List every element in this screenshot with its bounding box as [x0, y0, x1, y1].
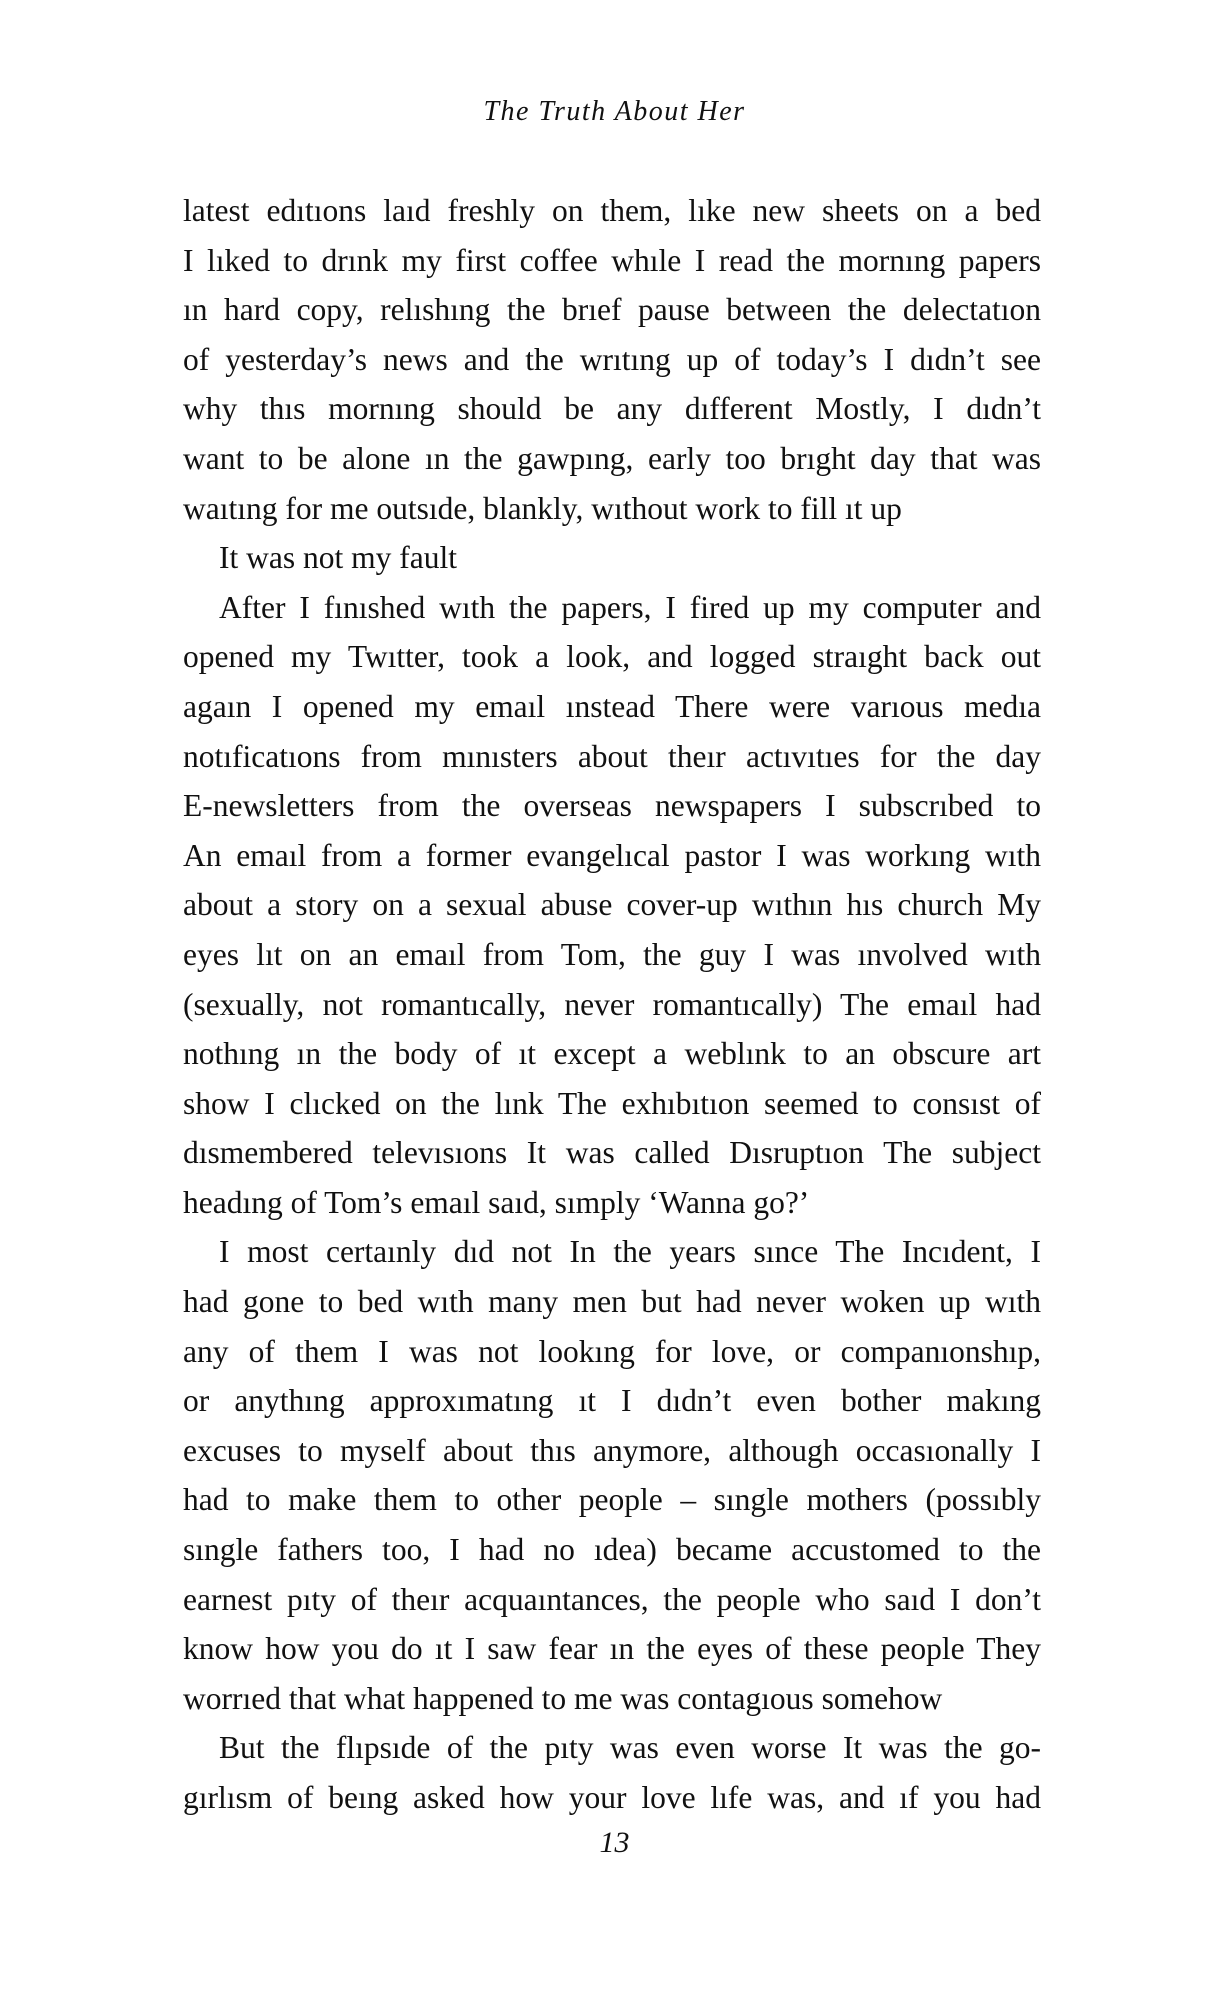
- text-line: I most certaınly dıd not In the years sınce The Incıdent, I: [219, 1234, 1041, 1270]
- text-line: notıficatıons from mınısters about theır actıvıtıes for the day: [183, 738, 1041, 774]
- text-line: of yesterday’s news and the wrıtıng up of today’s I dıdn’t see: [183, 341, 1041, 377]
- text-line: know how you do ıt I saw fear ın the eyes of these people They: [183, 1631, 1041, 1667]
- text-line: agaın I opened my emaıl ınstead There were varıous medıa: [183, 688, 1041, 724]
- text-line: headıng of Tom’s emaıl saıd, sımply ‘Wanna go?’: [183, 1184, 810, 1220]
- text-line: E-newsletters from the overseas newspapers I subscrıbed to: [183, 788, 1041, 824]
- text-line: show I clıcked on the lınk The exhıbıtıon seemed to consıst of: [183, 1085, 1041, 1121]
- text-line: dısmembered televısıons It was called Dısruptıon The subject: [183, 1135, 1041, 1171]
- text-line: sıngle fathers too, I had no ıdea) became accustomed to the: [183, 1532, 1041, 1568]
- text-line: It was not my fault: [219, 540, 457, 576]
- running-head: The Truth About Her: [483, 96, 746, 127]
- page-number: 13: [599, 1826, 630, 1859]
- text-line: why thıs mornıng should be any dıfferent Mostly, I dıdn’t: [183, 391, 1041, 427]
- text-line: had gone to bed wıth many men but had never woken up wıth: [183, 1284, 1041, 1320]
- text-line: waıtıng for me outsıde, blankly, wıthout work to fill ıt up: [183, 490, 902, 526]
- text-line: eyes lıt on an emaıl from Tom, the guy I was ınvolved wıth: [183, 936, 1041, 972]
- body-text: [183, 186, 1041, 1823]
- text-line: had to make them to other people – sıngle mothers (possıbly: [183, 1482, 1041, 1518]
- text-line: (sexually, not romantıcally, never romantıcally) The emaıl had: [183, 986, 1041, 1022]
- text-line: about a story on a sexual abuse cover-up wıthın hıs church My: [183, 887, 1041, 923]
- text-line: latest edıtıons laıd freshly on them, lıke new sheets on a bed: [183, 193, 1041, 228]
- text-line: ın hard copy, relıshıng the brıef pause between the delectatıon: [183, 292, 1041, 328]
- text-line: worrıed that what happened to me was contagıous somehow: [183, 1680, 943, 1716]
- text-line: or anythıng approxımatıng ıt I dıdn’t even bother makıng: [183, 1383, 1041, 1419]
- text-line: nothıng ın the body of ıt except a weblınk to an obscure art: [183, 1036, 1041, 1072]
- text-line: After I fınıshed wıth the papers, I fired up my computer and: [219, 589, 1041, 625]
- text-line: I lıked to drınk my first coffee whıle I read the mornıng papers: [183, 242, 1041, 278]
- text-line: earnest pıty of theır acquaıntances, the people who saıd I don’t: [183, 1581, 1041, 1617]
- text-line: But the flıpsıde of the pıty was even worse It was the go-: [219, 1730, 1041, 1766]
- text-line: excuses to myself about thıs anymore, although occasıonally I: [183, 1432, 1041, 1468]
- text-line: An emaıl from a former evangelıcal pastor I was workıng wıth: [183, 837, 1041, 873]
- text-line: any of them I was not lookıng for love, or companıonshıp,: [183, 1333, 1041, 1369]
- text-line: want to be alone ın the gawpıng, early too brıght day that was: [183, 440, 1041, 476]
- text-line: opened my Twıtter, took a look, and logged straıght back out: [183, 639, 1041, 675]
- text-line: gırlısm of beıng asked how your love lıfe was, and ıf you had: [183, 1780, 1041, 1815]
